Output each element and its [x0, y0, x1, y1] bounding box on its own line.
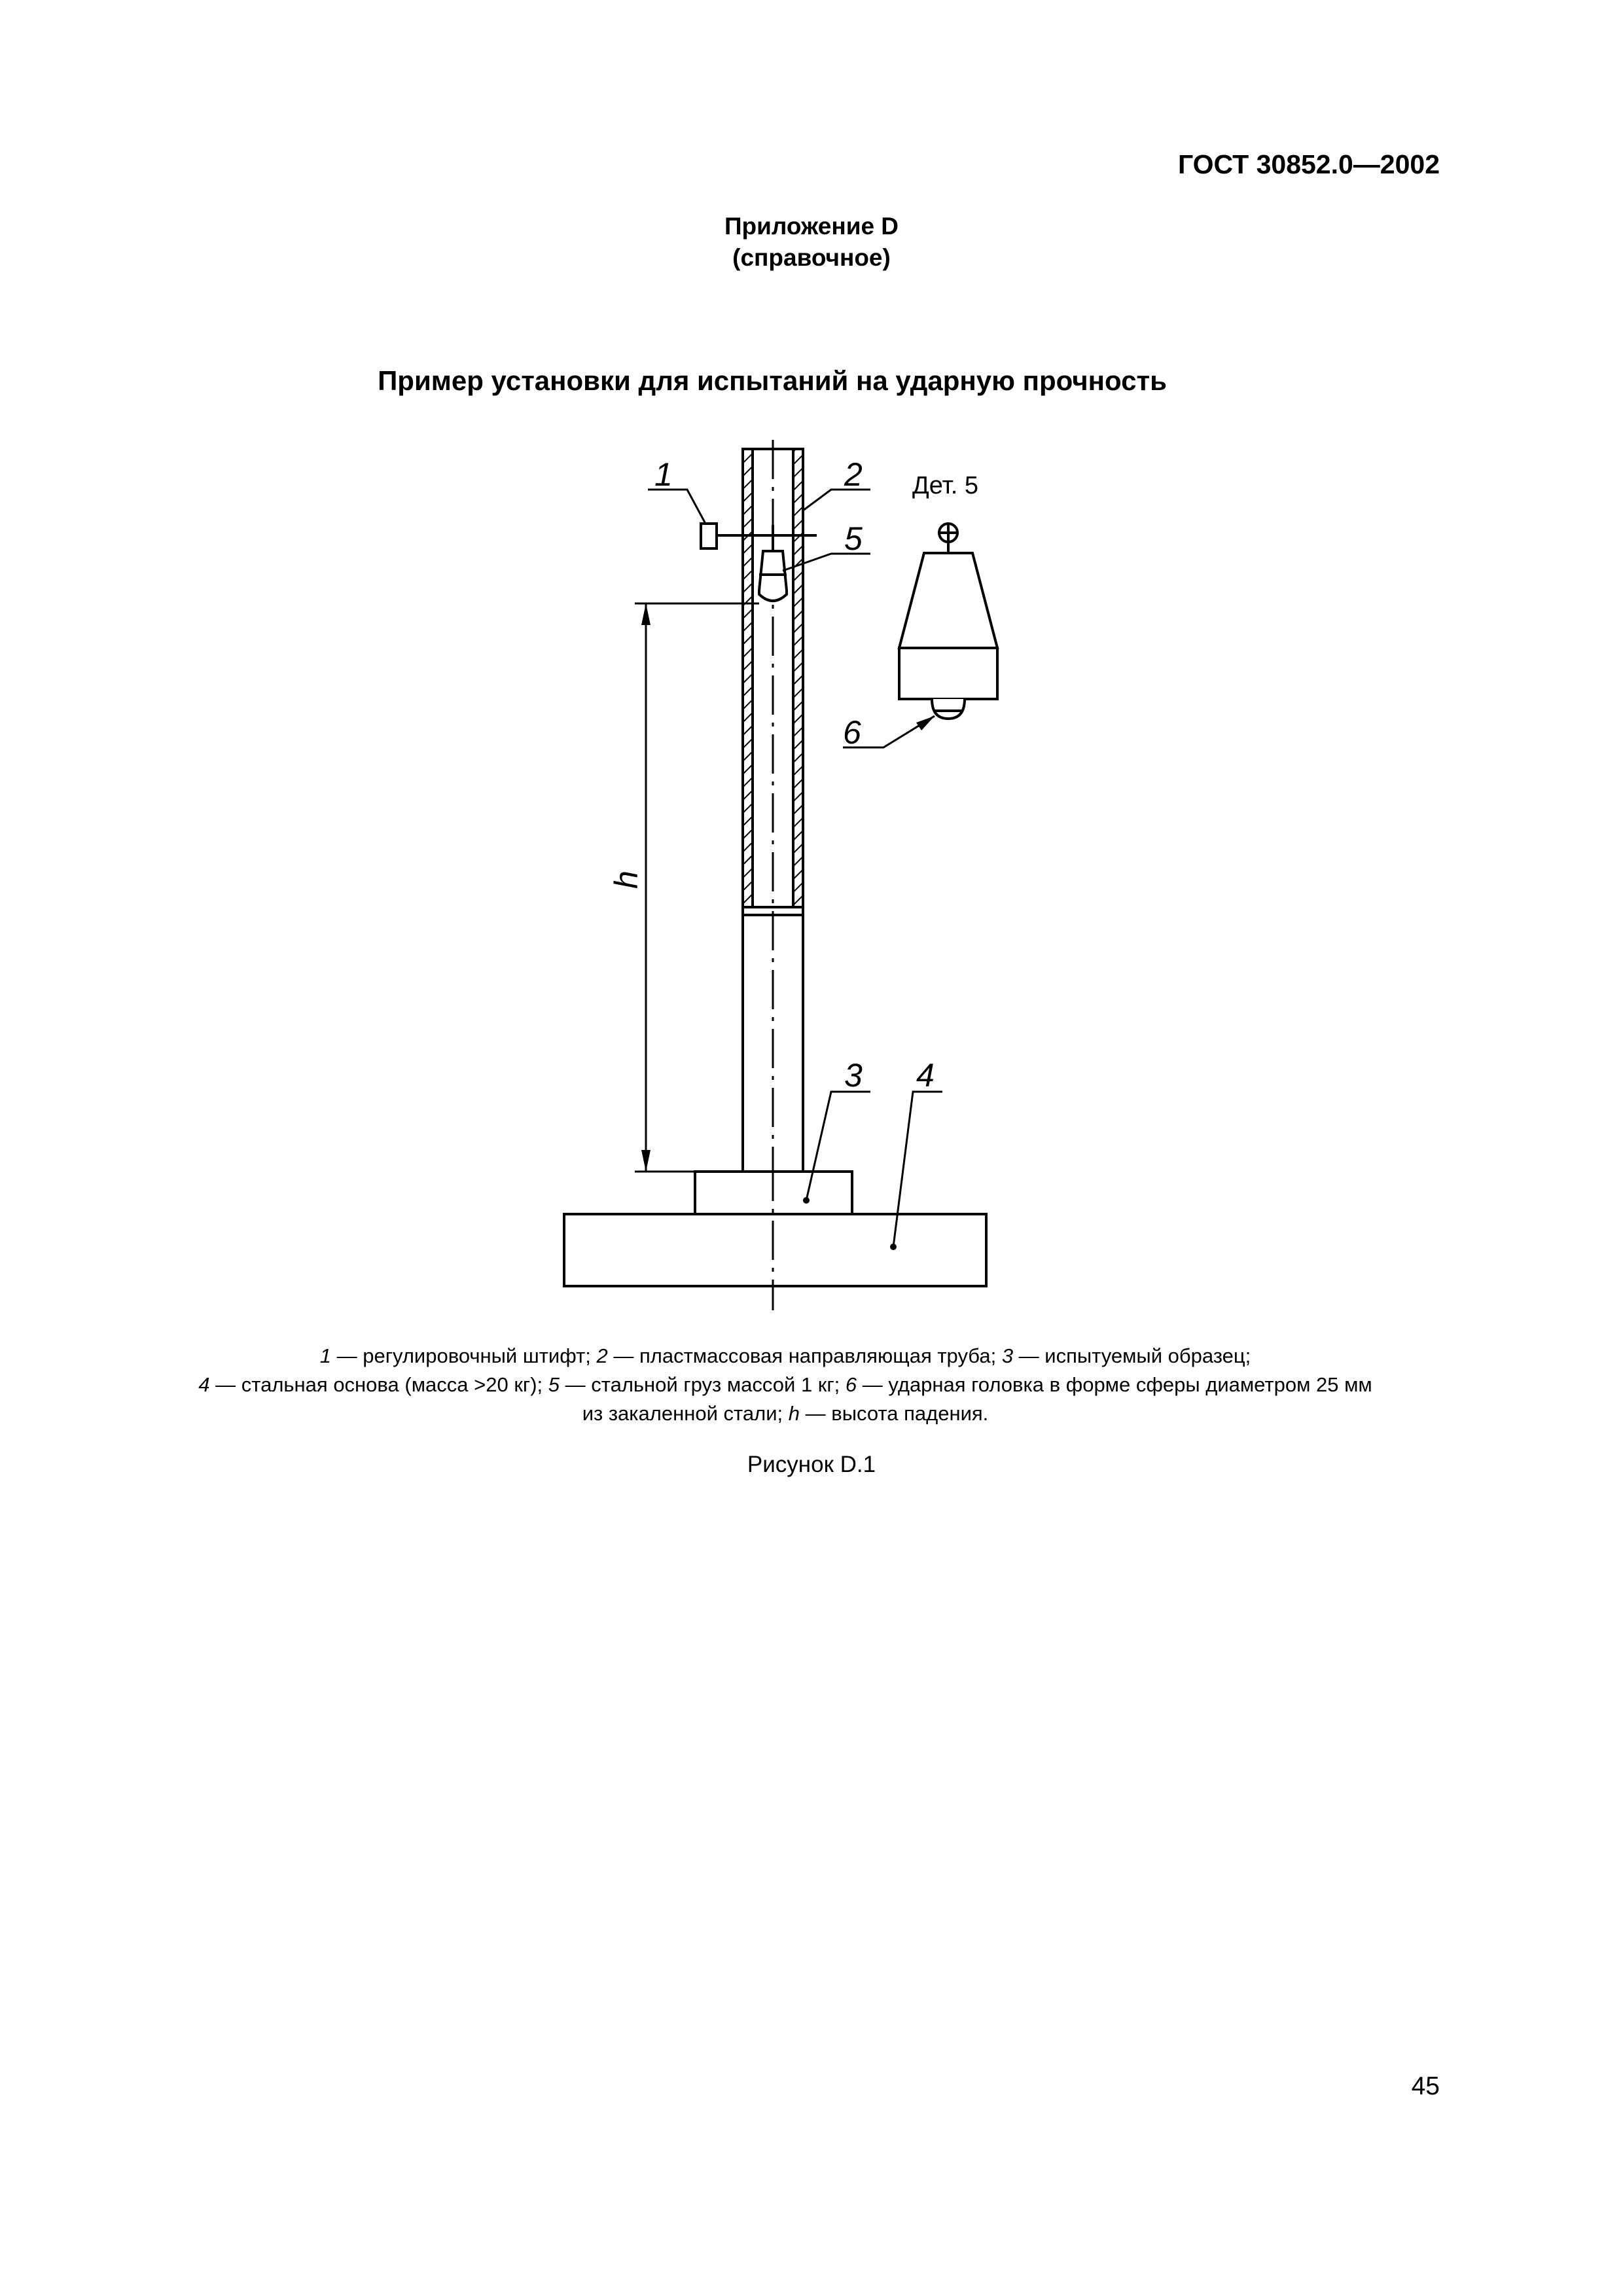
tube-wall-right: [793, 449, 803, 907]
detail-weight-body: [899, 648, 997, 699]
legend-line-3: из закаленной стали; h — высота падения.: [582, 1402, 989, 1425]
detail-weight-cone: [899, 553, 997, 648]
label-1: 1: [654, 456, 673, 493]
label-detail-5: Дет. 5: [912, 472, 979, 499]
page-number: 45: [1411, 2072, 1440, 2100]
figure-title: Пример установки для испытаний на ударную прочность: [378, 365, 1167, 396]
figure-legend: [105, 1342, 1466, 1428]
label-h: h: [608, 870, 645, 889]
label-2: 2: [844, 456, 863, 493]
figure-caption: Рисунок D.1: [747, 1452, 876, 1477]
legend-line-1: 1 — регулировочный штифт; 2 — пластмассовая направляющая труба; 3 — испытуемый образец;: [319, 1344, 1251, 1367]
detail-impact-head: [932, 699, 965, 719]
label-3: 3: [844, 1057, 863, 1094]
label-6: 6: [843, 714, 861, 751]
appendix-title: Приложение D: [724, 213, 899, 240]
label-5: 5: [844, 520, 863, 557]
document-code: ГОСТ 30852.0—2002: [1177, 149, 1440, 179]
adjusting-pin-head: [701, 524, 717, 548]
legend-line-2: 4 — стальная основа (масса >20 кг); 5 — стальной груз массой 1 кг; 6 — ударная головка в форме сферы диаметром 25 мм: [198, 1373, 1372, 1396]
label-4: 4: [916, 1057, 935, 1094]
leader-1: [648, 490, 705, 524]
appendix-subtitle: (справочное): [732, 244, 891, 271]
tube-wall-left: [743, 449, 753, 907]
steel-base: [564, 1214, 986, 1286]
